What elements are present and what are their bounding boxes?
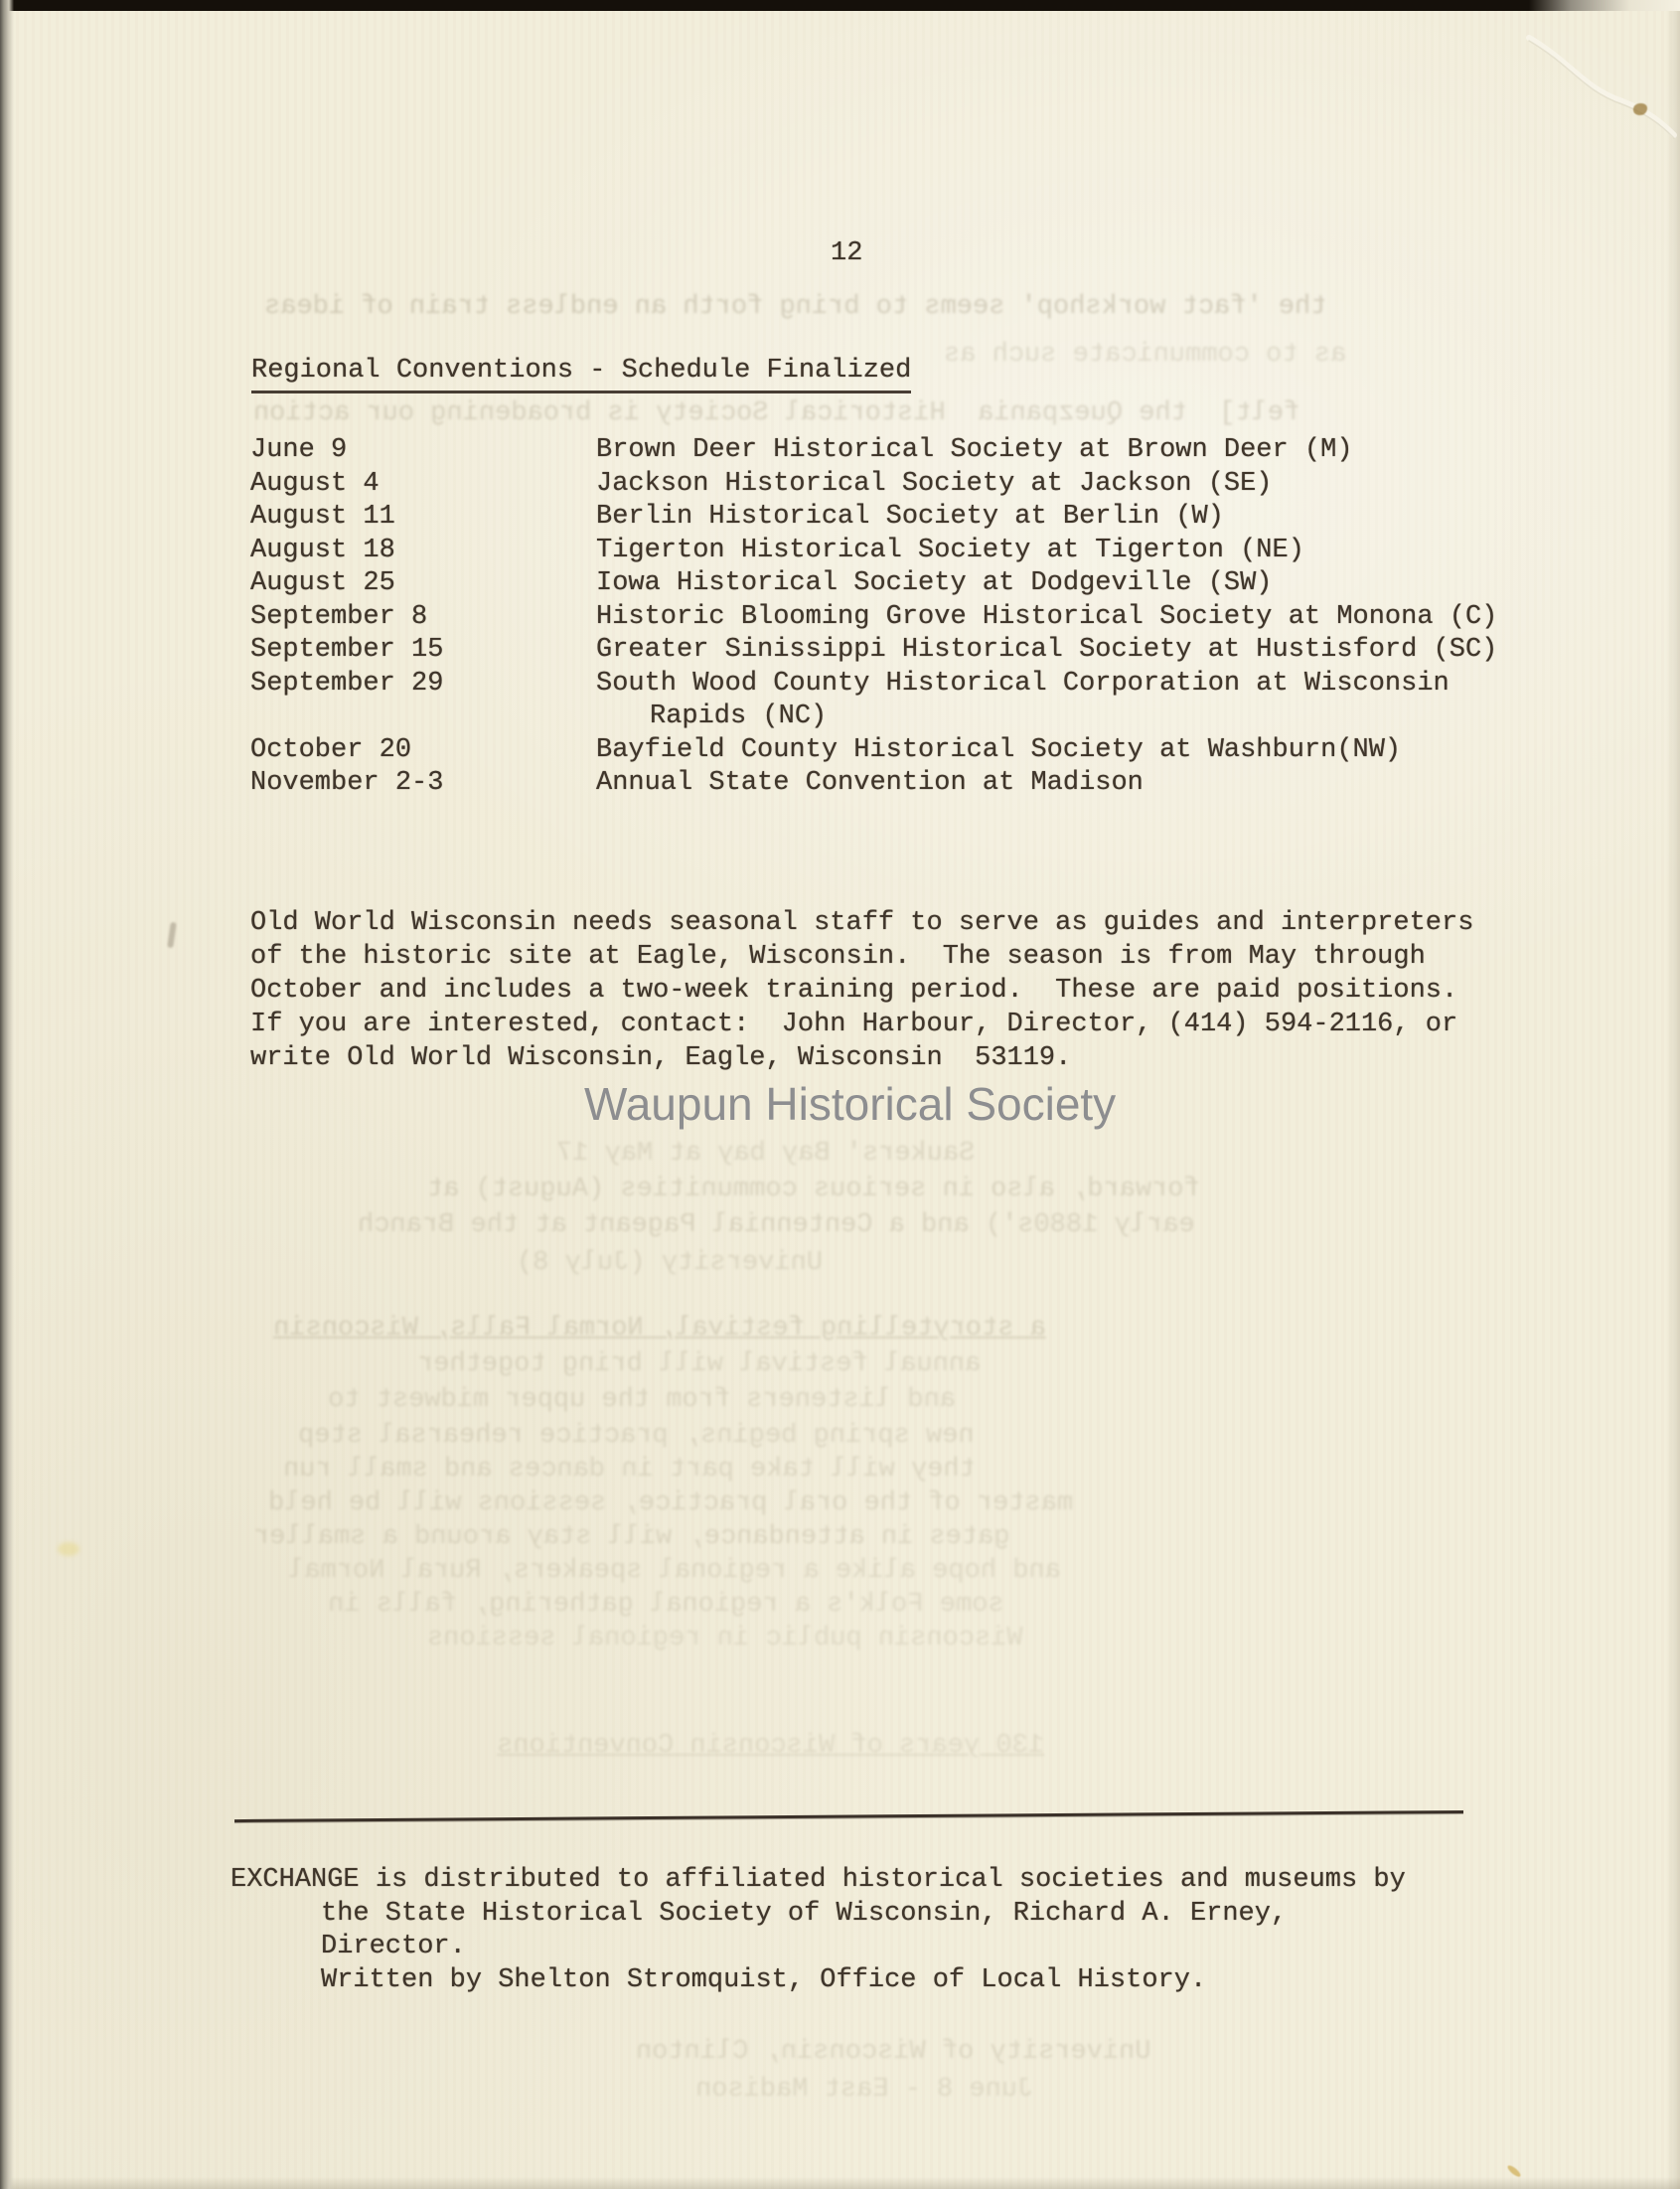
paragraph-line: Old World Wisconsin needs seasonal staff to serve as guides and interpreters — [250, 908, 1474, 938]
bleedthrough-text: University (July 8) — [517, 1248, 823, 1278]
schedule-row — [250, 501, 1497, 535]
ink-fleck — [167, 922, 177, 949]
schedule-date: September 8 — [250, 601, 428, 632]
old-world-wisconsin-paragraph — [250, 906, 1473, 1075]
schedule-date: September 15 — [250, 635, 444, 665]
schedule-date: August 25 — [250, 568, 395, 598]
schedule-row — [250, 468, 1497, 502]
bleedthrough-text: a storytelling festival, Normal Falls, Wisconsin — [273, 1314, 1046, 1343]
paragraph-line: write Old World Wisconsin, Eagle, Wisconsin 53119. — [250, 1043, 1072, 1073]
bleedthrough-text: they will take part in dances and small run — [283, 1455, 976, 1485]
stain-speck — [1633, 103, 1647, 115]
schedule-event: Bayfield County Historical Society at Washburn(NW) — [596, 734, 1402, 765]
scan-artifact-top-bar — [0, 0, 1680, 11]
section-heading: Regional Conventions - Schedule Finalized — [251, 356, 911, 393]
schedule-event: Greater Sinissippi Historical Society at Hustisford (SC) — [596, 635, 1498, 665]
bleedthrough-text: and hope alike a regional speakers, Rural Normal — [288, 1556, 1061, 1586]
schedule-date: June 9 — [250, 435, 348, 465]
schedule-event: Annual State Convention at Madison — [596, 768, 1144, 798]
schedule-date: August 11 — [250, 502, 395, 532]
footer-line: EXCHANGE is distributed to affiliated historical societies and museums by — [230, 1865, 1406, 1895]
schedule-date: October 20 — [250, 734, 412, 765]
bleedthrough-text: felt] the Quezpania Historical Society is broadening our action — [253, 398, 1300, 428]
crease-mark — [1511, 6, 1680, 175]
stain-speck — [1506, 2164, 1522, 2179]
bleedthrough-text: 130 years of Wisconsin Conventions — [497, 1731, 1044, 1761]
paragraph-line: October and includes a two-week training period. These are paid positions. — [250, 976, 1458, 1006]
bleedthrough-text: early 1880s') and a Centennial Pageant at the Branch — [358, 1210, 1195, 1240]
bleedthrough-text: master of the oral practice, sessions will be held — [268, 1488, 1074, 1518]
bleedthrough-text: new spring begins, practice rehearsal step — [298, 1421, 975, 1451]
schedule-event: Jackson Historical Society at Jackson (SE) — [596, 468, 1273, 499]
footer-line: Written by Shelton Stromquist, Office of Local History. — [321, 1964, 1207, 1995]
exchange-footer — [230, 1864, 1406, 1997]
schedule-row — [250, 668, 1497, 702]
bleedthrough-text: some Folk's a regional gathering, falls in — [328, 1590, 1004, 1620]
bleedthrough-text: and listeners from the upper midwest to — [328, 1385, 956, 1415]
footer-line: Director. — [321, 1932, 466, 1962]
schedule-row — [250, 601, 1497, 635]
scan-artifact-left-edge — [0, 0, 14, 2189]
bleedthrough-text: June 8 - East Madison — [695, 2075, 1034, 2105]
page-number: 12 — [831, 238, 863, 268]
schedule-event: Iowa Historical Society at Dodgeville (SW) — [596, 568, 1273, 598]
schedule-row — [250, 535, 1497, 568]
schedule-date: November 2-3 — [250, 768, 444, 798]
schedule-event-continuation: Rapids (NC) — [650, 702, 828, 731]
schedule-event: South Wood County Historical Corporation at Wisconsin — [596, 668, 1450, 699]
schedule-row — [250, 767, 1497, 801]
footer-line: the State Historical Society of Wisconsin, Richard A. Erney, — [321, 1898, 1288, 1929]
schedule-date: August 18 — [250, 535, 395, 565]
convention-schedule-list — [250, 434, 1497, 801]
schedule-event: Tigerton Historical Society at Tigerton (NE) — [596, 535, 1304, 565]
bleedthrough-text: University of Wisconsin, Clinton — [636, 2037, 1151, 2067]
schedule-event: Brown Deer Historical Society at Brown Deer (M) — [596, 435, 1353, 465]
schedule-row — [250, 634, 1497, 668]
bleedthrough-text: forward, also in serious communities (August) at — [427, 1174, 1200, 1204]
schedule-row — [250, 734, 1497, 768]
stain-speck — [58, 1542, 79, 1556]
schedule-event: Historic Blooming Grove Historical Society at Monona (C) — [596, 601, 1498, 632]
schedule-date: September 29 — [250, 668, 444, 699]
schedule-event: Berlin Historical Society at Berlin (W) — [596, 502, 1224, 532]
schedule-row — [250, 434, 1497, 468]
schedule-date: August 4 — [250, 468, 380, 499]
bleedthrough-text: the 'fact workshop' seems to bring forth an endless train of ideas — [264, 292, 1327, 322]
bleedthrough-text: gates in attendance, will stay around a smaller — [253, 1522, 1010, 1552]
waupun-historical-society-watermark: Waupun Historical Society — [584, 1078, 1117, 1130]
schedule-row — [250, 567, 1497, 601]
footer-divider-rule — [234, 1810, 1463, 1822]
bleedthrough-text: annual festival will bring together — [417, 1349, 982, 1379]
bleedthrough-text: Wisconsin public in regional sessions — [427, 1624, 1023, 1653]
paragraph-line: of the historic site at Eagle, Wisconsin. The season is from May through — [250, 942, 1426, 972]
bleedthrough-text: Saukers' Bay bay at May 17 — [556, 1139, 976, 1169]
paragraph-line: If you are interested, contact: John Harbour, Director, (414) 594-2116, or — [250, 1010, 1458, 1039]
bleedthrough-text: as to communicate such as — [944, 340, 1347, 370]
